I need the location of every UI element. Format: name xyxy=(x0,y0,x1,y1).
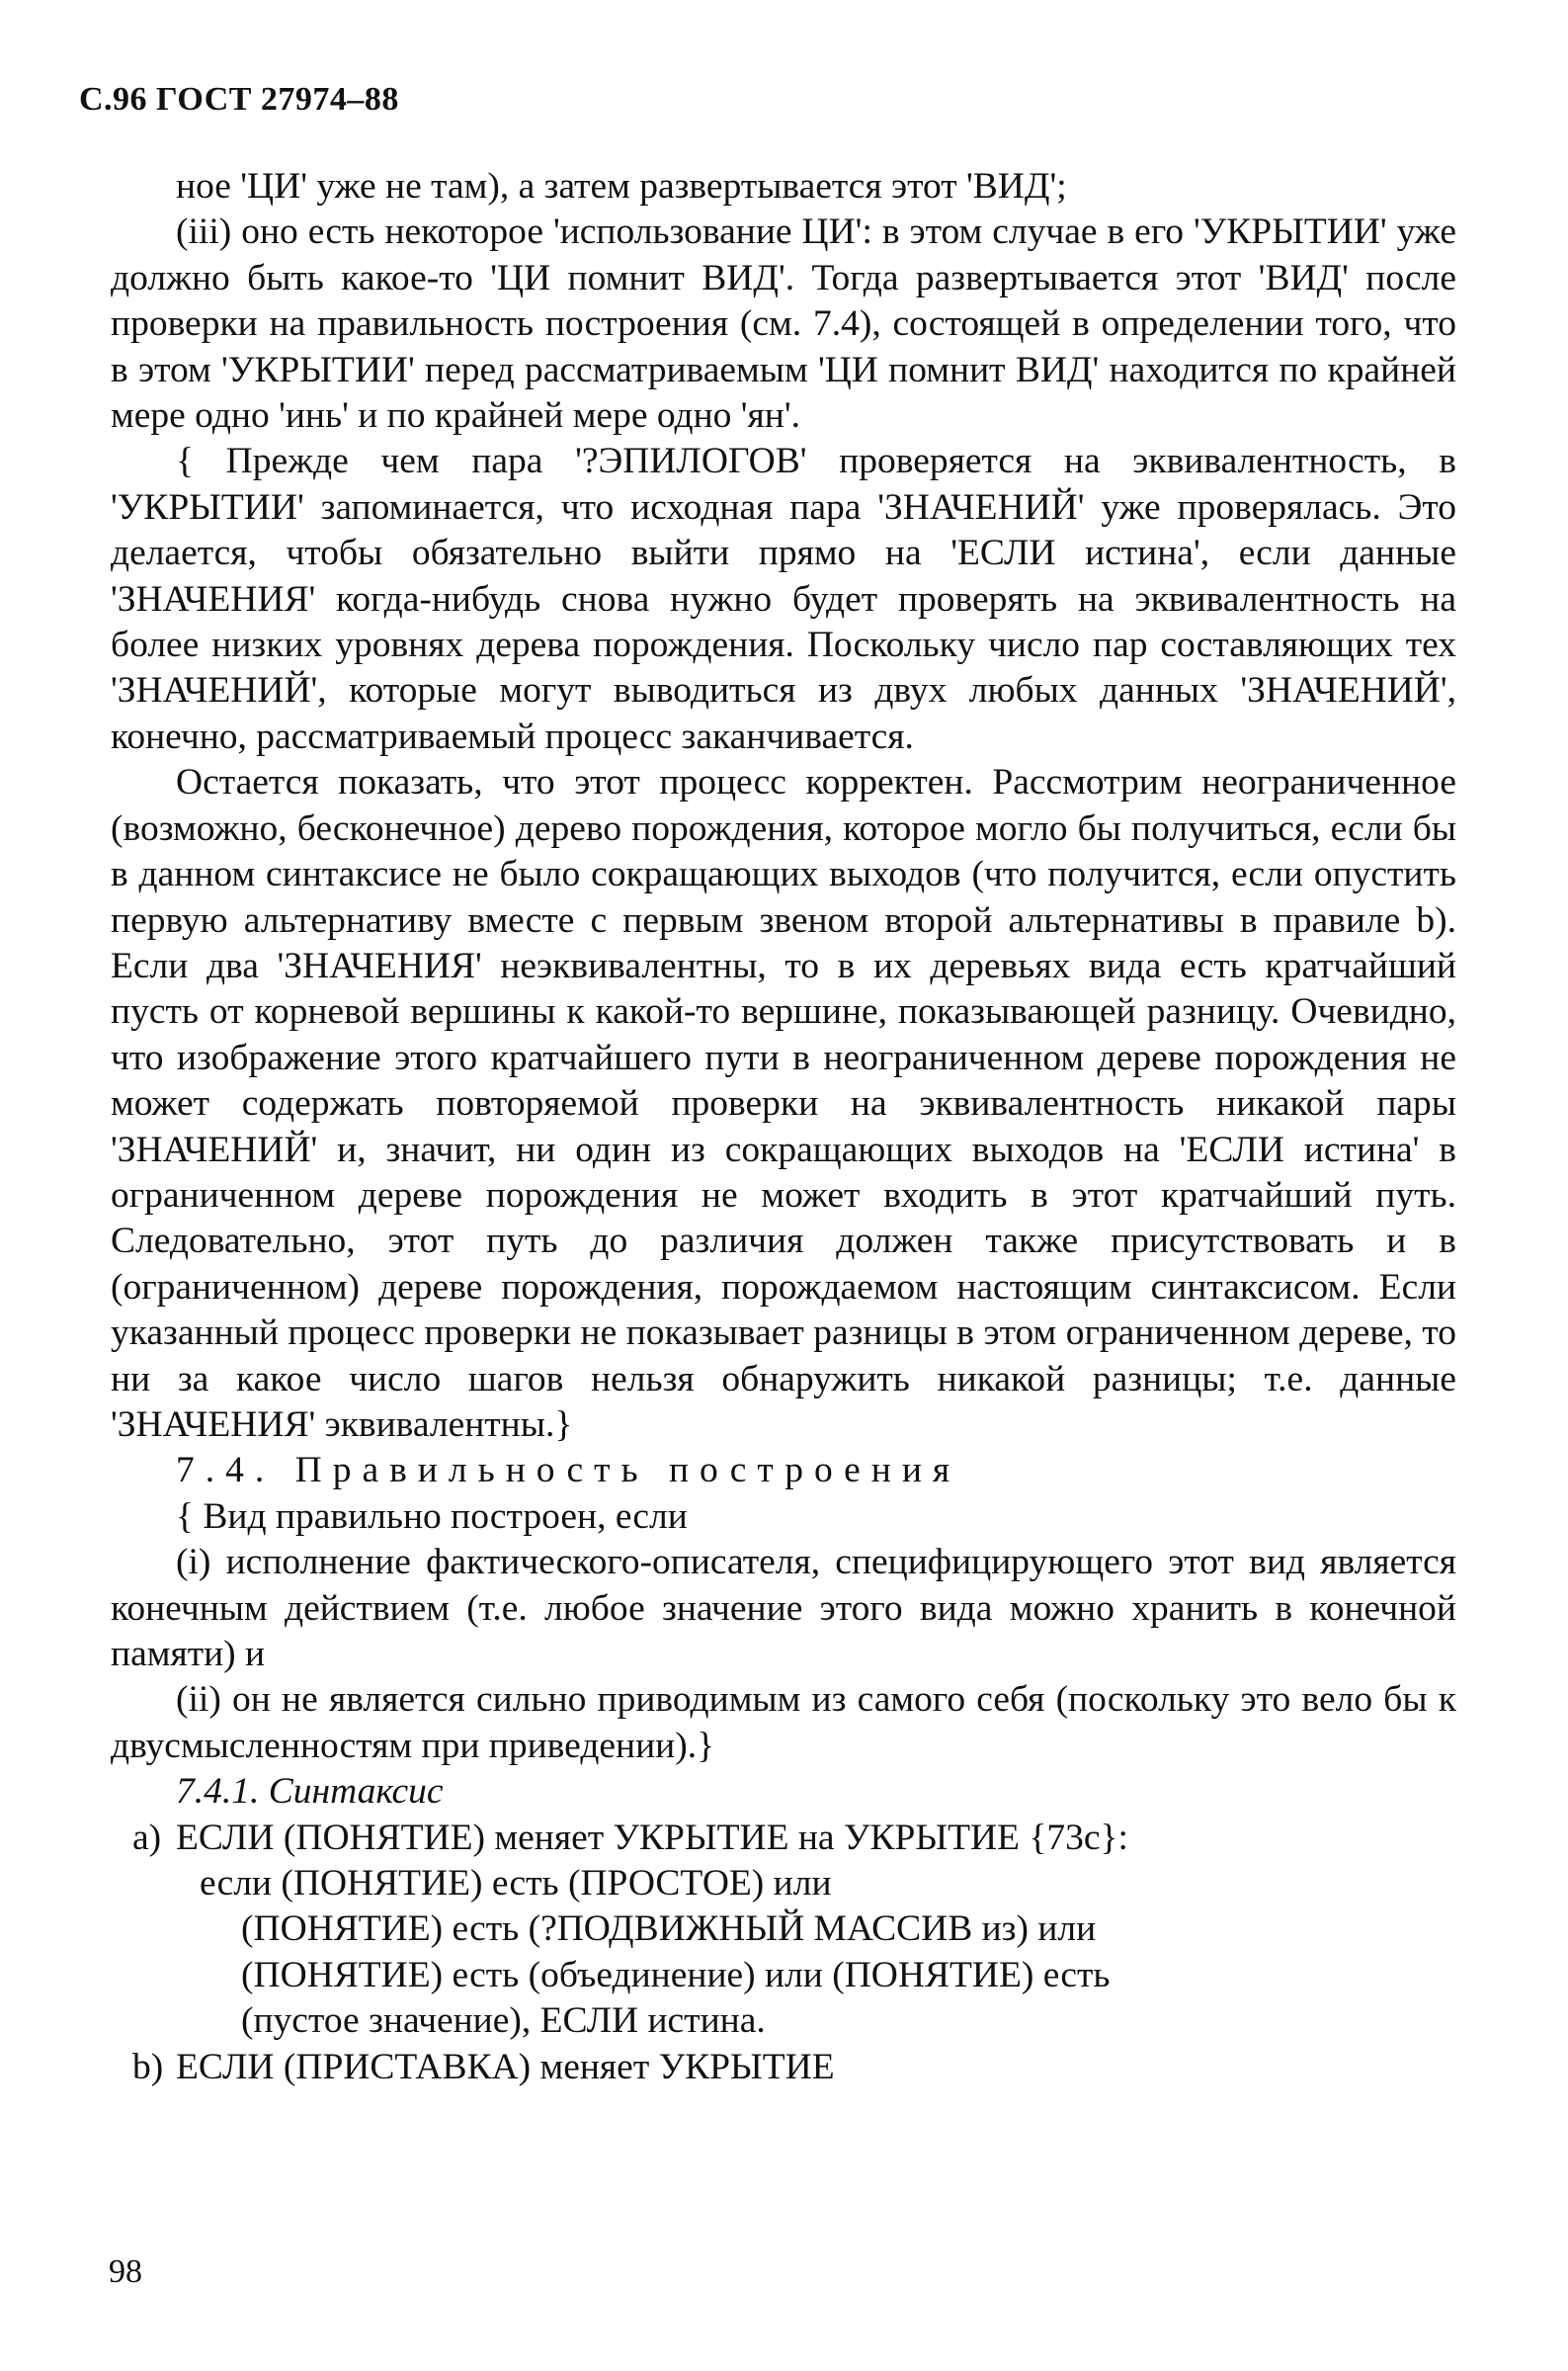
rule-label-b: b) xyxy=(132,2046,164,2087)
page-body xyxy=(111,164,1456,2090)
section-title: 7.4. Правильность построения xyxy=(176,1450,961,1491)
rule-label-a: a) xyxy=(132,1817,162,1858)
page-header: С.96 ГОСТ 27974–88 xyxy=(79,81,399,118)
paragraph-well-formed-intro: { Вид правильно построен, если xyxy=(176,1495,688,1537)
page-number: 98 xyxy=(109,2253,142,2290)
paragraph-case-iii: (iii) оно есть некоторое 'использование ЦИ': в этом случае в его 'УКРЫТИИ' уже должно быть какое-то 'ЦИ помнит ВИД'. Тогда развертывается этот 'ВИД' после проверки на правильность построения (см. 7.4), состоящей в определении того, что в этом 'УКРЫТИИ' перед рассматриваемым 'ЦИ помнит ВИД' находится по крайней мере одно 'инь' и по крайней мере одно 'ян'. xyxy=(111,212,1456,437)
rule-b-head: ЕСЛИ (ПРИСТАВКА) меняет УКРЫТИЕ xyxy=(176,2046,835,2087)
section-heading-7-4 xyxy=(111,1448,1456,1493)
rule-a-head: ЕСЛИ (ПОНЯТИЕ) меняет УКРЫТИЕ на УКРЫТИЕ {73c}: xyxy=(176,1817,1128,1858)
subsection-heading-7-4-1: 7.4.1. Синтаксис xyxy=(176,1771,444,1813)
rule-a-line-2: (ПОНЯТИЕ) есть (?ПОДВИЖНЫЙ МАССИВ из) или xyxy=(241,1908,1097,1950)
paragraph-condition-i: (i) исполнение фактического-описателя, специфицирующего этот вид является конечным действием (т.е. любое значение этого вида можно хранить в конечной памяти) и xyxy=(111,1542,1456,1674)
paragraph-condition-ii: (ii) он не является сильно приводимым из самого себя (поскольку это вело бы к двусмысленностям при приведении).} xyxy=(111,1679,1456,1766)
rule-a-line-4: (пустое значение), ЕСЛИ истина. xyxy=(241,2000,766,2042)
syntax-rule-b xyxy=(111,2045,1456,2090)
rule-a-line-3: (ПОНЯТИЕ) есть (объединение) или (ПОНЯТИЕ) есть xyxy=(241,1954,1111,1995)
paragraph-correctness-proof: Остается показать, что этот процесс корректен. Рассмотрим неограниченное (возможно, бесконечное) дерево порождения, которое могло бы получиться, если бы в данном синтаксисе не было сокращающих выходов (что получится, если опустить первую альтернативу вместе с первым звеном второй альтернативы в правиле b). Если два 'ЗНАЧЕНИЯ' неэквивалентны, то в их деревьях вида есть кратчайший пусть от корневой вершины к какой-то вершине, показывающей разницу. Очевидно, что изображение этого кратчайшего пути в неограниченном дереве порождения не может содержать повторяемой проверки на эквивалентность никакой пары 'ЗНАЧЕНИЙ' и, значит, ни один из сокращающих выходов на 'ЕСЛИ истина' в ограниченном дереве порождения не может входить в этот кратчайший путь. Следовательно, этот путь до различия должен также присутствовать и в (ограниченном) дереве порождения, порождаемом настоящим синтаксисом. Если указанный процесс проверки не показывает разницы в этом ограниченном дереве, то ни за какое число шагов нельзя обнаружить никакой разницы; т.е. данные 'ЗНАЧЕНИЯ' эквивалентны.} xyxy=(111,762,1456,1445)
paragraph-note-epilogues: { Прежде чем пара '?ЭПИЛОГОВ' проверяется на эквивалентность, в 'УКРЫТИИ' запоминается, что исходная пара 'ЗНАЧЕНИЙ' уже проверялась. Это делается, чтобы обязательно выйти прямо на 'ЕСЛИ истина', если данные 'ЗНАЧЕНИЯ' когда-нибудь снова нужно будет проверять на эквивалентность на более низких уровнях дерева порождения. Поскольку число пар составляющих тех 'ЗНАЧЕНИЙ', которые могут выводиться из двух любых данных 'ЗНАЧЕНИЙ', конечно, рассматриваемый процесс заканчивается. xyxy=(111,441,1456,757)
syntax-rule-a xyxy=(111,1816,1456,1861)
paragraph-continuation: ное 'ЦИ' уже не там), а затем развертывается этот 'ВИД'; xyxy=(176,166,1067,207)
rule-a-line-1: если (ПОНЯТИЕ) есть (ПРОСТОЕ) или xyxy=(200,1863,832,1905)
